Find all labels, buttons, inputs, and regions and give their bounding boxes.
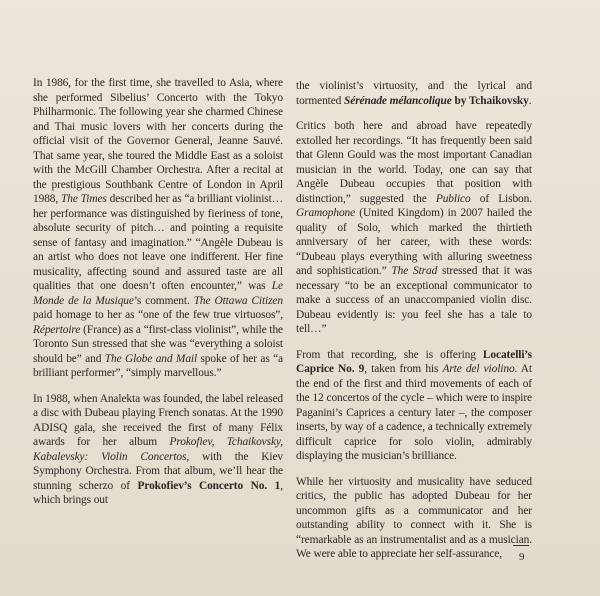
paragraph	[296, 348, 532, 464]
italic-text: Publico	[435, 192, 471, 205]
text-run: the violinist’s virtuosity, and the lyrical and tormented	[296, 80, 532, 107]
italic-text: Le Monde de la Musique	[33, 280, 283, 307]
text-run: Critics both here and abroad have repeatedly extolled her recordings. “It has frequently been said that Glenn Gould was the most important Canadian musician in the world. Today, one can say that Angèle Dubeau occupies that position with distinction,” suggested the	[296, 120, 532, 205]
paragraph	[33, 392, 283, 508]
text-run: . At the end of the first and third movements of each of the 12 concertos of the cycle – which were to inspire Paganini’s Caprices a century later –, the composer inserts, by way of a cadence, a technically extremely difficult caprice for solo violin, admirably displaying the musician’s brilliance.	[296, 363, 533, 462]
text-run: , with the Kiev Symphony Orchestra. From that album, we’ll hear the stunning scherzo of	[33, 450, 283, 492]
italic-text: Prokofiev, Tchaikovsky, Kabalevsky: Violin Concertos	[33, 436, 283, 463]
text-run: stressed that it was necessary “to be an exceptional communicator to make a success of an unaccompanied violin disc. Dubeau evidently is: you feel she has a tale to tell…”	[296, 265, 533, 335]
text-run: ’s comment.	[133, 294, 194, 307]
left-column	[33, 76, 283, 519]
text-run: .	[528, 94, 532, 107]
bold-text: by Tchaikovsky	[451, 94, 529, 107]
text-run: spoke of her as “a brilliant performer”, “simply marvellous.”	[33, 352, 284, 379]
text-run: From that recording, she is offering	[296, 348, 483, 361]
text-run: described her as “a brilliant violinist… her performance was distinguished by fieriness of tone, absolute security of pitch… and pointing a requisite sense of fantasy and imagination.” “Angèle Dubeau is an artist who does not leave one indifferent. Her fine musicality, affecting sound and assured taste are all qualities that one doesn’t often encounter,” was	[33, 193, 283, 292]
paragraph	[33, 76, 283, 381]
bold-text: Locatelli’s Caprice No. 9	[296, 348, 532, 375]
text-run: In 1988, when Analekta was founded, the label released a disc with Dubeau playing French sonatas. At the 1990 ADISQ gala, she received the first of many Félix awards for her album	[33, 392, 283, 448]
italic-text: The Strad	[391, 265, 438, 277]
text-run: , which brings out	[33, 479, 283, 506]
paragraph	[296, 475, 532, 562]
bold-text: Prokofiev’s Concerto No. 1	[137, 479, 281, 492]
bold-italic-text: Sérénade mélancolique	[344, 94, 452, 107]
italic-text: The Globe and Mail	[104, 352, 198, 365]
italic-text: Répertoire	[33, 323, 81, 336]
text-run: , taken from his	[364, 363, 443, 375]
page-number-rule	[513, 545, 529, 546]
right-column	[296, 79, 532, 573]
text-run: paid homage to her as “one of the few true virtuosos”,	[33, 309, 283, 321]
text-run: In 1986, for the first time, she travelled to Asia, where she performed Sibelius’ Concerto with the Tokyo Philharmonic. The following year she charmed Chinese and Thai music lovers with her concerts during the official visit of the Governor General, Jeanne Sauvé. That same year, she toured the Middle East as a soloist with the McGill Chamber Orchestra. After a recital at the prestigious Southbank Centre of London in April 1988,	[33, 77, 283, 205]
text-run: (United Kingdom) in 2007 hailed the quality of Solo, which marked the thirtieth anniversary of her career, with these words: “Dubeau plays everything with alluring sweetness and sophistication.”	[296, 207, 532, 277]
paragraph	[296, 119, 532, 337]
italic-text: Arte del violino	[442, 363, 515, 375]
paragraph	[296, 79, 532, 108]
text-run: While her virtuosity and musicality have seduced critics, the public has adopted Dubeau for her uncommon gifts as a communicator and her outstanding ability to connect with it. She is “remarkable as an instrumentalist and as a musician. We were able to appreciate her self-assurance,	[296, 475, 532, 560]
italic-text: The Ottawa Citizen	[193, 294, 283, 307]
text-run: of Lisbon.	[470, 192, 532, 205]
text-run: (France) as a “first-class violinist”, while the Toronto Sun stressed that she was “everything a soloist should be” and	[33, 323, 283, 365]
page-number: 9	[519, 551, 525, 563]
italic-text: Gramophone	[296, 207, 356, 219]
italic-text: The Times	[61, 193, 107, 205]
